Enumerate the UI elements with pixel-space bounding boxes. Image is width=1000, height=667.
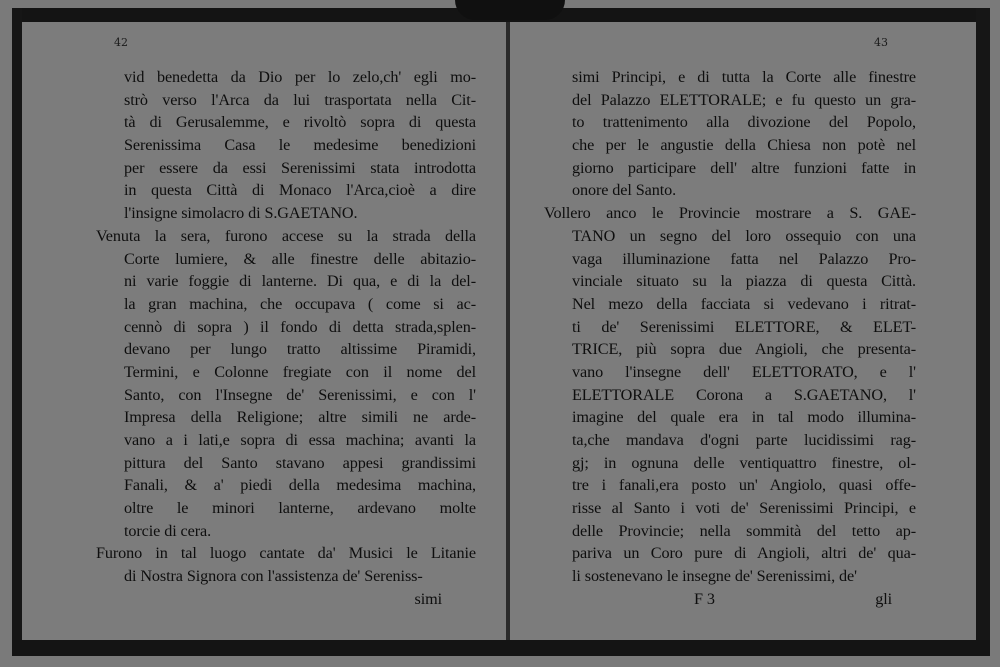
- text-line: devano per lungo tratto altissime Piramidi,: [124, 340, 476, 359]
- text-line: in questa Città di Monaco l'Arca,cioè a dire: [124, 181, 476, 200]
- text-line: l'insigne simolacro di S.GAETANO.: [124, 204, 358, 223]
- text-line: pittura del Santo stavano appesi grandissimi: [124, 453, 476, 472]
- text-line: ta,che mandava d'ogni parte lucidissimi rag-: [572, 431, 916, 449]
- catchword: simi: [414, 589, 442, 608]
- text-line: Venuta la sera, furono accese su la strada della: [96, 226, 476, 245]
- text-line: giorno participare dell' altre funzioni fatte in: [572, 158, 916, 177]
- text-line: risse al Santo i voti de' Serenissimi Principi, e: [572, 499, 916, 518]
- text-line: Fanali, & a' piedi della medesima machina,: [124, 476, 476, 495]
- page-number: 42: [114, 36, 128, 49]
- text-line: vinciale situato su la piazza di questa Città.: [572, 272, 916, 291]
- text-line: tà di Gerusalemme, e rivoltò sopra di questa: [124, 113, 476, 132]
- text-line: to trattenimento alla divozione del Popolo,: [572, 113, 916, 132]
- text-line: di Nostra Signora con l'assistenza de' Sereniss-: [124, 567, 423, 586]
- scan-clip: [455, 0, 565, 20]
- signature-mark: F 3: [694, 589, 715, 608]
- page-text: [96, 66, 476, 611]
- text-line: Santo, con l'Insegne de' Serenissimi, e con l': [124, 385, 476, 404]
- text-line: ti de' Serenissimi ELETTORE, & ELET-: [572, 317, 916, 336]
- catchword: gli: [875, 589, 892, 608]
- scan-border-right: [976, 8, 990, 656]
- text-line: onore del Santo.: [572, 181, 677, 200]
- text-line: Serenissima Casa le medesime benedizioni: [124, 136, 476, 155]
- text-line: gj; in ognuna delle ventiquattro finestre, ol-: [572, 453, 916, 472]
- text-line: strò verso l'Arca da lui trasportata nella Cit-: [124, 90, 476, 109]
- text-line: Termini, e Colonne fregiate con il nome del: [124, 362, 476, 381]
- text-line: cennò di sopra ) il fondo di detta strada,splen-: [124, 317, 476, 336]
- text-line: ni varie foggie di lanterne. Di qua, e di la del-: [124, 272, 476, 291]
- text-line: pariva un Coro pure di Angioli, altri de' qua-: [572, 544, 916, 563]
- text-line: oltre le minori lanterne, ardevano molte: [124, 499, 476, 518]
- page-footer: [544, 588, 916, 611]
- text-line: imagine del quale era in tal modo illumina-: [572, 408, 916, 427]
- scan-border-bottom: [12, 640, 990, 656]
- text-line: Corte lumiere, & alle finestre delle abitazio-: [124, 249, 476, 268]
- text-line: la gran machina, che occupava ( come si ac-: [124, 294, 476, 313]
- text-line: del Palazzo ELETTORALE; e fu questo un gra-: [572, 90, 916, 109]
- text-line: vano a i lati,e sopra di essa machina; avanti la: [124, 431, 476, 449]
- text-line: per essere da essi Serenissimi stata introdotta: [124, 158, 476, 177]
- text-line: vano l'insegne dell' ELETTORATO, e l': [572, 362, 916, 381]
- text-line: TANO un segno del loro ossequio con una: [572, 226, 916, 245]
- text-line: tre i fanali,era posto un' Angiolo, quasi offe-: [572, 476, 916, 495]
- text-line: ELETTORALE Corona a S.GAETANO, l': [572, 385, 916, 404]
- text-line: Impresa della Religione; altre simili ne arde-: [124, 408, 476, 427]
- text-line: Furono in tal luogo cantate da' Musici le Litanie: [96, 544, 476, 563]
- left-page: [22, 22, 508, 640]
- text-line: Nel mezo della facciata si vedevano i ritrat-: [572, 294, 916, 313]
- text-line: torcie di cera.: [124, 521, 212, 540]
- text-line: TRICE, più sopra due Angioli, che presenta-: [572, 340, 916, 359]
- text-line: simi Principi, e di tutta la Corte alle finestre: [572, 68, 916, 86]
- text-line: vaga illuminazione fatta nel Palazzo Pro-: [572, 249, 916, 268]
- text-line: che per le angustie della Chiesa non potè nel: [572, 136, 916, 155]
- text-line: delle Provincie; nella sommità del tetto ap-: [572, 521, 916, 540]
- page-text: [544, 66, 916, 611]
- page-number: 43: [874, 36, 888, 49]
- text-line: li sostenevano le insegne de' Serenissimi, de': [572, 567, 857, 586]
- scan-border-left: [12, 8, 22, 656]
- text-line: Vollero anco le Provincie mostrare a S. GAE-: [544, 204, 916, 223]
- right-page: [510, 22, 976, 640]
- text-line: vid benedetta da Dio per lo zelo,ch' egli mo-: [124, 68, 476, 86]
